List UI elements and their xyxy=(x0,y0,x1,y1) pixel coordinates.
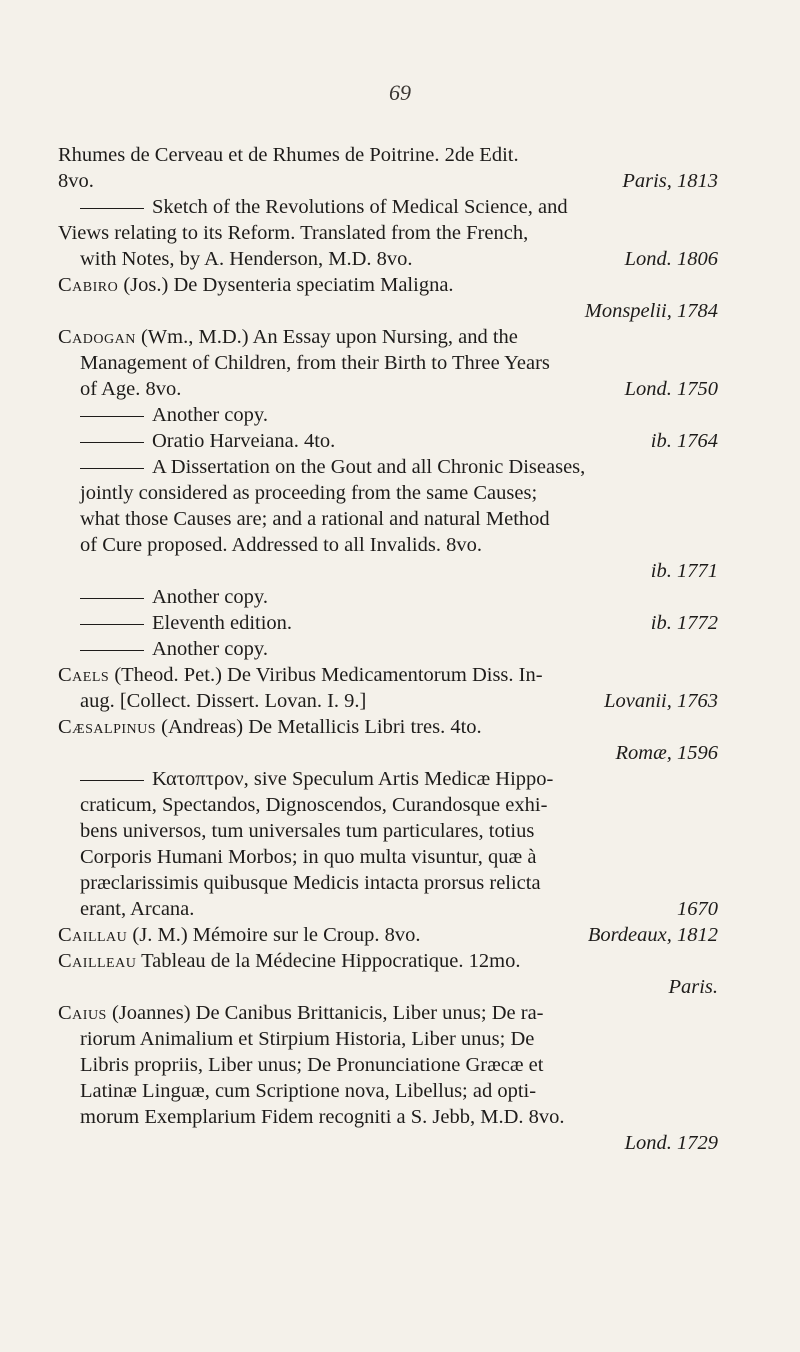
line-text: (J. M.) Mémoire sur le Croup. 8vo. xyxy=(127,924,421,946)
line-text: 8vo. xyxy=(58,170,94,192)
author-name: Cadogan xyxy=(58,326,136,348)
catalogue-line xyxy=(58,818,718,844)
line-text: (Wm., M.D.) An Essay upon Nursing, and the xyxy=(135,326,518,348)
author-name: Cailleau xyxy=(58,950,137,972)
imprint: Bordeaux, 1812 xyxy=(587,924,718,946)
line-text: Another copy. xyxy=(152,404,268,426)
line-text: with Notes, by A. Henderson, M.D. 8vo. xyxy=(80,248,413,270)
line-text: Rhumes de Cerveau et de Rhumes de Poitrine. 2de Edit. xyxy=(58,144,519,166)
catalogue-line xyxy=(58,974,718,1000)
ditto-dash xyxy=(80,442,144,443)
ditto-dash xyxy=(80,468,144,469)
line-text: Libris propriis, Liber unus; De Pronunciatione Græcæ et xyxy=(80,1054,544,1076)
catalogue-line xyxy=(58,376,718,402)
line-text: what those Causes are; and a rational and natural Method xyxy=(80,508,550,530)
line-text: Another copy. xyxy=(152,638,268,660)
catalogue-line xyxy=(58,792,718,818)
catalogue-line xyxy=(58,272,718,298)
line-text: Tableau de la Médecine Hippocratique. 12mo. xyxy=(136,950,521,972)
catalogue-line xyxy=(58,662,718,688)
line-text: Sketch of the Revolutions of Medical Science, and xyxy=(152,196,568,218)
catalogue-line xyxy=(58,844,718,870)
catalogue-line xyxy=(58,480,718,506)
line-text: of Cure proposed. Addressed to all Invalids. 8vo. xyxy=(80,534,482,556)
imprint: Romæ, 1596 xyxy=(615,742,718,764)
catalogue-line xyxy=(58,298,718,324)
line-text: craticum, Spectandos, Dignoscendos, Curandosque exhi- xyxy=(80,794,548,816)
catalogue-line xyxy=(58,194,718,220)
catalogue-line xyxy=(58,688,718,714)
ditto-dash xyxy=(80,624,144,625)
imprint: ib. 1764 xyxy=(650,430,718,452)
imprint: Monspelii, 1784 xyxy=(584,300,718,322)
ditto-dash xyxy=(80,598,144,599)
catalogue-line xyxy=(58,1026,718,1052)
catalogue-line xyxy=(58,142,718,168)
catalogue-line xyxy=(58,506,718,532)
line-text: riorum Animalium et Stirpium Historia, Liber unus; De xyxy=(80,1028,535,1050)
line-text: aug. [Collect. Dissert. Lovan. I. 9.] xyxy=(80,690,367,712)
author-name: Cabiro xyxy=(58,274,119,296)
catalogue-line xyxy=(58,1000,718,1026)
imprint: Lond. 1750 xyxy=(624,378,718,400)
line-text: Management of Children, from their Birth to Three Years xyxy=(80,352,550,374)
catalogue-line xyxy=(58,1078,718,1104)
catalogue-line xyxy=(58,740,718,766)
catalogue-line xyxy=(58,922,718,948)
catalogue-line xyxy=(58,896,718,922)
ditto-dash xyxy=(80,208,144,209)
catalogue-line xyxy=(58,350,718,376)
line-text: A Dissertation on the Gout and all Chronic Diseases, xyxy=(152,456,586,478)
catalogue-line xyxy=(58,636,718,662)
ditto-dash xyxy=(80,650,144,651)
imprint: ib. 1771 xyxy=(650,560,718,582)
line-text: (Joannes) De Canibus Brittanicis, Liber unus; De ra- xyxy=(106,1002,544,1024)
catalogue-line xyxy=(58,766,718,792)
line-text: Oratio Harveiana. 4to. xyxy=(152,430,336,452)
line-text: Latinæ Linguæ, cum Scriptione nova, Libellus; ad opti- xyxy=(80,1080,537,1102)
catalogue-line xyxy=(58,324,718,350)
line-text: (Theod. Pet.) De Viribus Medicamentorum Diss. In- xyxy=(109,664,543,686)
imprint: Lond. 1806 xyxy=(624,248,718,270)
imprint: 1670 xyxy=(677,898,718,920)
line-text: Κατοπτρον, sive Speculum Artis Medicæ Hippo- xyxy=(152,768,554,790)
imprint: Lovanii, 1763 xyxy=(604,690,718,712)
catalogue-line xyxy=(58,584,718,610)
line-text: Views relating to its Reform. Translated from the French, xyxy=(58,222,529,244)
page-number: 69 xyxy=(389,80,411,105)
catalogue-line xyxy=(58,428,718,454)
catalogue-line xyxy=(58,1104,718,1130)
line-text: (Jos.) De Dysenteria speciatim Maligna. xyxy=(118,274,454,296)
line-text: Corporis Humani Morbos; in quo multa visuntur, quæ à xyxy=(80,846,537,868)
line-text: Another copy. xyxy=(152,586,268,608)
author-name: Caillau xyxy=(58,924,128,946)
catalogue-line xyxy=(58,1130,718,1156)
line-text: bens universos, tum universales tum particulares, totius xyxy=(80,820,535,842)
author-name: Cæsalpinus xyxy=(58,716,157,738)
catalogue-line xyxy=(58,1052,718,1078)
catalogue-line xyxy=(58,558,718,584)
catalogue-line xyxy=(58,246,718,272)
line-text: (Andreas) De Metallicis Libri tres. 4to. xyxy=(156,716,482,738)
catalogue-line xyxy=(58,220,718,246)
catalogue-line xyxy=(58,714,718,740)
author-name: Caius xyxy=(58,1002,107,1024)
catalogue-line xyxy=(58,454,718,480)
line-text: Eleventh edition. xyxy=(152,612,293,634)
catalogue-line xyxy=(58,532,718,558)
imprint: Paris, 1813 xyxy=(622,170,718,192)
catalogue-line xyxy=(58,870,718,896)
catalogue-line xyxy=(58,402,718,428)
line-text: præclarissimis quibusque Medicis intacta prorsus relicta xyxy=(80,872,541,894)
catalogue-line xyxy=(58,610,718,636)
line-text: jointly considered as proceeding from the same Causes; xyxy=(80,482,538,504)
ditto-dash xyxy=(80,780,144,781)
catalogue-line xyxy=(58,168,718,194)
imprint: Paris. xyxy=(668,976,718,998)
line-text: morum Exemplarium Fidem recogniti a S. Jebb, M.D. 8vo. xyxy=(80,1106,565,1128)
catalogue-line xyxy=(58,948,718,974)
catalogue-page xyxy=(58,142,718,1156)
ditto-dash xyxy=(80,416,144,417)
author-name: Caels xyxy=(58,664,110,686)
imprint: Lond. 1729 xyxy=(624,1132,718,1154)
line-text: erant, Arcana. xyxy=(80,898,195,920)
line-text: of Age. 8vo. xyxy=(80,378,182,400)
imprint: ib. 1772 xyxy=(650,612,718,634)
